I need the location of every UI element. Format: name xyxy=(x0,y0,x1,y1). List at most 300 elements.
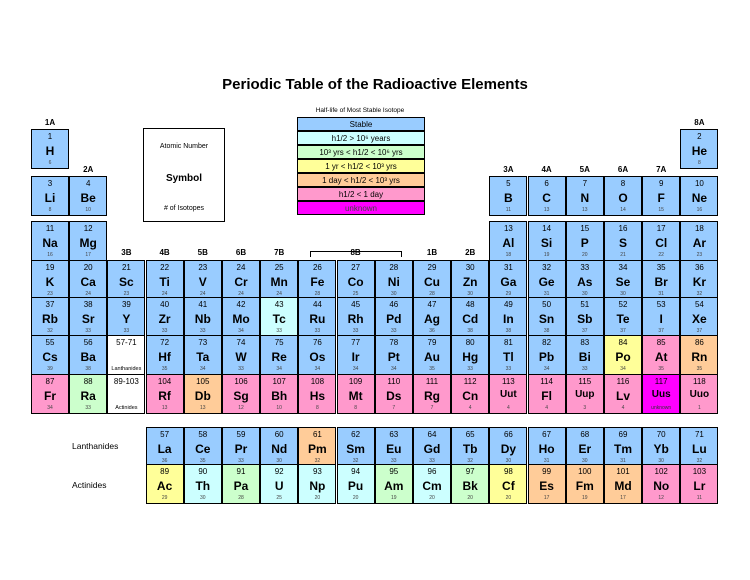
element-symbol: As xyxy=(577,275,593,289)
element-symbol: Ne xyxy=(691,191,708,205)
element-symbol: Au xyxy=(424,350,440,364)
isotope-count: 14 xyxy=(620,207,626,213)
atomic-number: 115 xyxy=(578,377,592,386)
isotope-count: 4 xyxy=(468,405,472,411)
atomic-number: 22 xyxy=(160,263,170,272)
element-symbol: Be xyxy=(80,191,96,205)
element-symbol: F xyxy=(657,191,665,205)
isotope-count: 13 xyxy=(161,405,168,411)
element-symbol: Th xyxy=(195,479,211,493)
isotope-count: 30 xyxy=(505,458,512,464)
isotope-count: 33 xyxy=(505,366,512,372)
atomic-number: 58 xyxy=(198,430,208,439)
isotope-count: 38 xyxy=(85,366,91,372)
isotope-count: 4 xyxy=(507,405,510,411)
atomic-number: 45 xyxy=(351,300,361,309)
element-cell-fe xyxy=(298,260,336,300)
element-cell-mt xyxy=(337,374,375,414)
key-isotopes: # of Isotopes xyxy=(163,205,205,212)
range-cell-actinides xyxy=(107,374,145,414)
element-symbol: Es xyxy=(539,479,554,493)
isotope-count: 30 xyxy=(276,458,282,464)
element-symbol: Ce xyxy=(195,442,211,456)
element-cell-uus xyxy=(642,374,680,414)
element-cell-re xyxy=(260,335,298,375)
element-cell-at xyxy=(642,335,680,375)
isotope-count: 19 xyxy=(391,495,397,501)
element-cell-nd xyxy=(260,427,298,467)
element-cell-er xyxy=(566,427,604,467)
isotope-count: 32 xyxy=(352,458,359,464)
element-cell-rn xyxy=(680,335,718,375)
element-symbol: Rh xyxy=(347,312,364,326)
atomic-number: 38 xyxy=(83,300,93,309)
element-cell-zr xyxy=(146,297,184,337)
group-header-6b: 6B xyxy=(235,248,247,257)
element-symbol: La xyxy=(157,442,172,456)
element-cell-y xyxy=(107,297,145,337)
element-symbol: Rf xyxy=(158,389,171,403)
element-cell-cl xyxy=(642,221,680,261)
element-cell-rh xyxy=(337,297,375,337)
isotope-count: 36 xyxy=(161,458,168,464)
element-symbol: Br xyxy=(654,275,668,289)
atomic-number: 51 xyxy=(580,300,590,309)
element-symbol: Uuo xyxy=(689,389,710,400)
element-symbol: N xyxy=(580,191,590,205)
element-cell-tl xyxy=(489,335,527,375)
element-cell-np xyxy=(298,464,336,504)
element-symbol: Pt xyxy=(387,350,400,364)
element-cell-es xyxy=(528,464,566,504)
atomic-number: 44 xyxy=(312,300,322,309)
atomic-number: 43 xyxy=(274,300,284,309)
element-symbol: In xyxy=(503,312,514,326)
element-symbol: Sr xyxy=(81,312,95,326)
atomic-number: 83 xyxy=(580,338,590,347)
isotope-count: 23 xyxy=(47,291,53,297)
atomic-number: 105 xyxy=(196,377,210,386)
element-cell-po xyxy=(604,335,642,375)
atomic-number: 94 xyxy=(351,467,361,476)
isotope-count: 23 xyxy=(123,291,130,297)
isotope-count: 13 xyxy=(200,405,206,411)
element-cell-pr xyxy=(222,427,260,467)
atomic-number: 26 xyxy=(312,263,322,272)
element-cell-no xyxy=(642,464,680,504)
atomic-number: 80 xyxy=(465,338,475,347)
element-cell-pt xyxy=(375,335,413,375)
legend-title: Half-life of Most Stable Isotope xyxy=(315,107,405,114)
atomic-number: 93 xyxy=(312,467,322,476)
element-cell-te xyxy=(604,297,642,337)
element-cell-eu xyxy=(375,427,413,467)
atomic-number: 75 xyxy=(274,338,284,347)
atomic-number: 96 xyxy=(427,467,437,476)
isotope-count: 33 xyxy=(352,328,359,334)
element-symbol: Fm xyxy=(575,479,594,493)
key-symbol: Symbol xyxy=(165,173,203,184)
atomic-number: 40 xyxy=(160,300,170,309)
element-cell-ba xyxy=(69,335,107,375)
group-header-3b: 3B xyxy=(121,248,132,257)
isotope-count: 31 xyxy=(620,458,626,464)
element-cell-cr xyxy=(222,260,260,300)
element-symbol: No xyxy=(653,479,670,493)
group-header-7b: 7B xyxy=(274,248,285,257)
isotope-count: 33 xyxy=(429,458,435,464)
element-cell-sr xyxy=(69,297,107,337)
element-symbol: Ba xyxy=(80,350,96,364)
element-symbol: Lu xyxy=(692,442,707,456)
isotope-count: 24 xyxy=(161,291,168,297)
atomic-number: 113 xyxy=(502,377,515,386)
atomic-number: 21 xyxy=(121,263,131,272)
element-cell-ra xyxy=(69,374,107,414)
element-symbol: Db xyxy=(194,389,211,403)
element-cell-la xyxy=(146,427,184,467)
atomic-number: 92 xyxy=(274,467,284,476)
element-cell-o xyxy=(604,176,642,216)
range-numbers: 89-103 xyxy=(113,377,139,386)
atomic-number: 97 xyxy=(465,467,475,476)
element-symbol: V xyxy=(198,275,207,289)
element-symbol: Si xyxy=(540,236,553,250)
atomic-number: 72 xyxy=(160,338,170,347)
isotope-count: 4 xyxy=(545,405,548,411)
isotope-count: 31 xyxy=(543,291,550,297)
element-cell-uuo xyxy=(680,374,718,414)
element-cell-he xyxy=(680,129,718,169)
element-symbol: Cm xyxy=(422,479,442,493)
element-cell-md xyxy=(604,464,642,504)
element-cell-xe xyxy=(680,297,718,337)
isotope-count: 30 xyxy=(200,495,206,501)
element-symbol: Cs xyxy=(42,350,58,364)
isotope-count: 11 xyxy=(505,207,511,213)
element-symbol: Mg xyxy=(79,236,97,250)
isotope-count: 36 xyxy=(429,328,435,334)
element-cell-w xyxy=(222,335,260,375)
atomic-number: 52 xyxy=(618,300,628,309)
atomic-number: 7 xyxy=(582,179,588,188)
atomic-number: 27 xyxy=(351,263,361,272)
group-8b-bracket-tick xyxy=(310,251,311,257)
element-symbol: Ta xyxy=(196,350,210,364)
atomic-number: 70 xyxy=(656,430,666,439)
isotope-count: 34 xyxy=(314,366,321,372)
element-cell-ti xyxy=(146,260,184,300)
element-symbol: Co xyxy=(347,275,364,289)
atomic-number: 68 xyxy=(580,430,590,439)
isotope-count: 12 xyxy=(658,495,664,501)
element-cell-uup xyxy=(566,374,604,414)
element-symbol: Rb xyxy=(42,312,58,326)
element-cell-s xyxy=(604,221,642,261)
element-symbol: Xe xyxy=(692,312,707,326)
isotope-count: 8 xyxy=(698,160,701,166)
isotope-count: 10 xyxy=(85,207,91,213)
element-cell-ne xyxy=(680,176,718,216)
element-symbol: Sm xyxy=(346,442,365,456)
element-symbol: Ac xyxy=(156,479,173,493)
element-symbol: Pd xyxy=(386,312,402,326)
group-header-4b: 4B xyxy=(159,248,170,257)
element-cell-rg xyxy=(413,374,451,414)
group-header-6a: 6A xyxy=(617,165,629,174)
element-cell-hg xyxy=(451,335,489,375)
element-symbol: Nb xyxy=(194,312,211,326)
element-symbol: Am xyxy=(384,479,404,493)
element-cell-in xyxy=(489,297,527,337)
isotope-count: 10 xyxy=(276,405,282,411)
element-symbol: Hf xyxy=(158,350,171,364)
element-cell-fr xyxy=(31,374,69,414)
isotope-count: 30 xyxy=(391,291,397,297)
element-cell-al xyxy=(489,221,527,261)
group-header-3a: 3A xyxy=(503,165,514,174)
element-symbol: Te xyxy=(616,312,630,326)
atomic-number: 55 xyxy=(45,338,55,347)
element-cell-i xyxy=(642,297,680,337)
element-symbol: K xyxy=(45,275,55,289)
isotope-count: 8 xyxy=(316,405,319,411)
element-symbol: Nd xyxy=(271,442,288,456)
element-symbol: Ga xyxy=(500,275,517,289)
isotope-count: 35 xyxy=(429,366,435,372)
element-symbol: Mn xyxy=(270,275,288,289)
atomic-number: 37 xyxy=(45,300,55,309)
element-cell-ta xyxy=(184,335,222,375)
element-symbol: Ag xyxy=(424,312,440,326)
isotope-count: 34 xyxy=(620,366,626,372)
isotope-count: 33 xyxy=(582,366,588,372)
atomic-number: 16 xyxy=(618,224,628,233)
isotope-count: 38 xyxy=(505,328,512,334)
isotope-count: 7 xyxy=(392,405,396,411)
element-cell-pd xyxy=(375,297,413,337)
isotope-count: 28 xyxy=(314,291,321,297)
isotope-count: 28 xyxy=(238,495,244,501)
isotope-count: 37 xyxy=(696,328,703,334)
element-symbol: Ge xyxy=(538,275,555,289)
isotope-count: 18 xyxy=(505,252,512,258)
isotope-count: 39 xyxy=(47,366,53,372)
element-symbol: Po xyxy=(615,350,631,364)
element-symbol: At xyxy=(654,350,668,364)
element-symbol: Ra xyxy=(80,389,96,403)
atomic-number: 30 xyxy=(465,263,475,272)
atomic-number: 77 xyxy=(351,338,361,347)
atomic-number: 108 xyxy=(310,377,325,386)
element-cell-na xyxy=(31,221,69,261)
atomic-number: 60 xyxy=(274,430,284,439)
atomic-number: 25 xyxy=(274,263,284,272)
element-cell-bk xyxy=(451,464,489,504)
element-cell-uut xyxy=(489,374,527,414)
atomic-number: 53 xyxy=(656,300,666,309)
isotope-count: 24 xyxy=(85,291,91,297)
atomic-number: 50 xyxy=(542,300,552,309)
isotope-count: 33 xyxy=(467,366,473,372)
atomic-number: 4 xyxy=(85,179,91,188)
isotope-count: 8 xyxy=(354,405,357,411)
isotope-count: 12 xyxy=(238,405,244,411)
element-cell-ca xyxy=(69,260,107,300)
element-symbol: Se xyxy=(615,275,631,289)
atomic-number: 109 xyxy=(348,377,363,386)
element-cell-cs xyxy=(31,335,69,375)
atomic-number: 104 xyxy=(157,377,172,386)
isotope-count: 11 xyxy=(696,495,702,501)
isotope-count: 30 xyxy=(582,458,588,464)
atomic-number: 1 xyxy=(47,132,53,141)
element-symbol: Li xyxy=(44,191,56,205)
atomic-number: 107 xyxy=(272,377,286,386)
element-cell-h xyxy=(31,129,69,169)
atomic-number: 10 xyxy=(694,179,704,188)
element-symbol: Kr xyxy=(692,275,707,289)
element-cell-lv xyxy=(604,374,642,414)
element-cell-sb xyxy=(566,297,604,337)
element-cell-mg xyxy=(69,221,107,261)
atomic-number: 65 xyxy=(465,430,475,439)
element-symbol: Sb xyxy=(577,312,593,326)
isotope-count: 23 xyxy=(696,252,703,258)
isotope-count: 32 xyxy=(696,291,703,297)
element-symbol: Re xyxy=(271,350,287,364)
isotope-count: 1 xyxy=(698,405,701,411)
element-symbol: Sc xyxy=(119,275,134,289)
element-symbol: Cn xyxy=(462,389,479,403)
element-symbol: Hs xyxy=(309,389,326,403)
element-symbol: Lr xyxy=(693,479,706,493)
atomic-number: 61 xyxy=(312,430,322,439)
element-symbol: Cf xyxy=(502,479,515,493)
element-cell-br xyxy=(642,260,680,300)
atomic-number: 63 xyxy=(389,430,399,439)
atomic-number: 12 xyxy=(83,224,93,233)
element-cell-ir xyxy=(337,335,375,375)
element-symbol: Mt xyxy=(348,389,363,403)
element-symbol: He xyxy=(691,144,708,158)
isotope-count: 37 xyxy=(658,328,664,334)
atomic-number: 116 xyxy=(616,377,630,386)
element-symbol: S xyxy=(618,236,627,250)
element-symbol: Na xyxy=(42,236,58,250)
isotope-count: 33 xyxy=(161,328,168,334)
element-cell-lu xyxy=(680,427,718,467)
element-cell-ds xyxy=(375,374,413,414)
atomic-number: 14 xyxy=(542,224,552,233)
atomic-number: 103 xyxy=(692,467,707,476)
isotope-count: 30 xyxy=(582,291,588,297)
atomic-number: 36 xyxy=(694,263,704,272)
atomic-number: 95 xyxy=(389,467,399,476)
atomic-number: 102 xyxy=(654,467,668,476)
element-cell-zn xyxy=(451,260,489,300)
isotope-count: 33 xyxy=(200,328,206,334)
element-symbol: O xyxy=(618,191,628,205)
element-cell-ce xyxy=(184,427,222,467)
atomic-number: 33 xyxy=(580,263,590,272)
element-symbol: B xyxy=(504,191,513,205)
atomic-number: 20 xyxy=(83,263,93,272)
isotope-count: 15 xyxy=(658,207,664,213)
isotope-count: 31 xyxy=(543,458,550,464)
element-cell-sm xyxy=(337,427,375,467)
atomic-number: 66 xyxy=(503,430,513,439)
isotope-count: 35 xyxy=(161,366,168,372)
isotope-count: 6 xyxy=(48,160,52,166)
isotope-count: 21 xyxy=(620,252,626,258)
isotope-count: 29 xyxy=(161,495,168,501)
isotope-count: 32 xyxy=(696,458,703,464)
atomic-number: 112 xyxy=(463,377,477,386)
element-cell-rb xyxy=(31,297,69,337)
element-cell-pa xyxy=(222,464,260,504)
atomic-number: 13 xyxy=(503,224,513,233)
element-cell-ru xyxy=(298,297,336,337)
isotope-count: 3 xyxy=(583,405,587,411)
element-cell-ni xyxy=(375,260,413,300)
element-cell-ar xyxy=(680,221,718,261)
legend-item-unknown: unknown xyxy=(297,201,425,215)
key-atomic-number: Atomic Number xyxy=(159,143,209,150)
atomic-number: 101 xyxy=(616,467,630,476)
element-cell-f xyxy=(642,176,680,216)
element-symbol: Tm xyxy=(614,442,632,456)
element-cell-cm xyxy=(413,464,451,504)
element-symbol: Uus xyxy=(651,389,671,400)
atomic-number: 87 xyxy=(45,377,55,386)
element-symbol: Cl xyxy=(655,236,668,250)
isotope-count: 35 xyxy=(200,458,206,464)
element-symbol: Fe xyxy=(310,275,325,289)
element-symbol: Dy xyxy=(500,442,517,456)
element-cell-au xyxy=(413,335,451,375)
atomic-number: 39 xyxy=(121,300,131,309)
element-cell-n xyxy=(566,176,604,216)
isotope-count: 34 xyxy=(276,366,282,372)
element-symbol: Fr xyxy=(44,389,56,403)
actinides-label: Actinides xyxy=(72,480,107,490)
element-symbol: Pr xyxy=(234,442,248,456)
element-cell-lr xyxy=(680,464,718,504)
element-cell-k xyxy=(31,260,69,300)
atomic-number: 15 xyxy=(580,224,590,233)
element-cell-os xyxy=(298,335,336,375)
isotope-count: 20 xyxy=(505,495,512,501)
element-symbol: Pm xyxy=(308,442,327,456)
element-cell-db xyxy=(184,374,222,414)
atomic-number: 3 xyxy=(47,179,53,188)
element-cell-sn xyxy=(528,297,566,337)
element-symbol: Ds xyxy=(386,389,402,403)
element-symbol: Bh xyxy=(271,389,288,403)
element-symbol: Sg xyxy=(233,389,249,403)
group-8b-bracket-tick xyxy=(401,251,402,257)
element-cell-li xyxy=(31,176,69,216)
atomic-number: 2 xyxy=(697,132,702,141)
element-cell-fl xyxy=(528,374,566,414)
isotope-count: 16 xyxy=(47,252,53,258)
atomic-number: 118 xyxy=(693,377,706,386)
isotope-count: 24 xyxy=(276,291,282,297)
atomic-number: 5 xyxy=(506,179,511,188)
isotope-count: 38 xyxy=(467,328,473,334)
legend-item-gt1e6: h1/2 > 10⁶ years xyxy=(297,131,425,145)
